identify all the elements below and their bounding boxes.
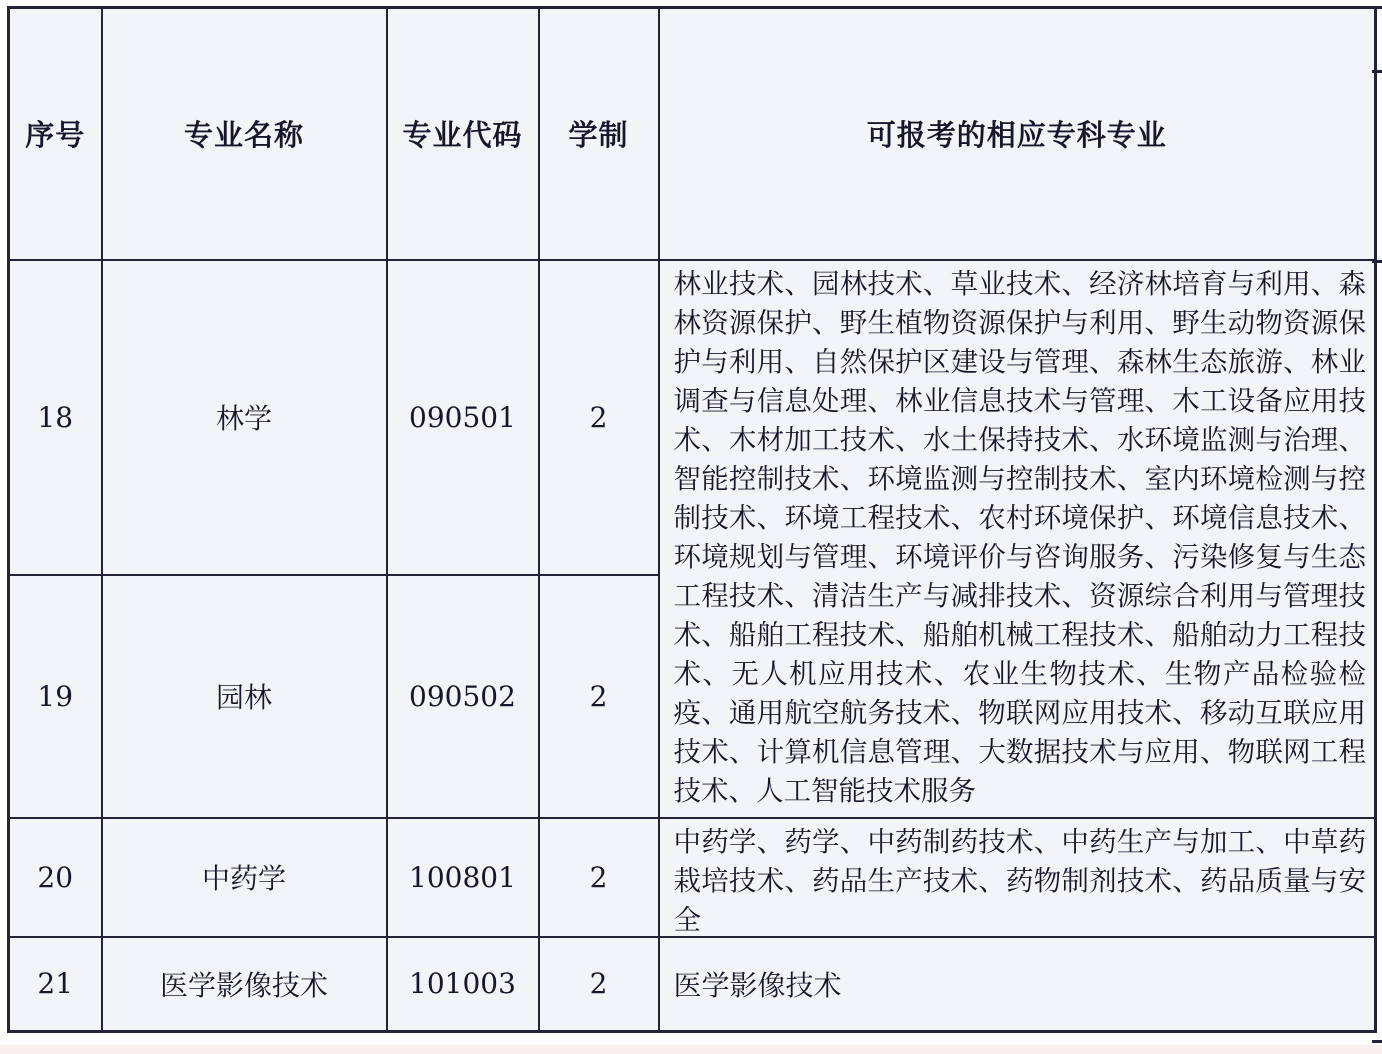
header-major-code: 专业代码 xyxy=(387,8,539,260)
cell-eligible-merged-18-19 xyxy=(659,260,1376,818)
header-eligible-majors: 可报考的相应专科专业 xyxy=(659,8,1376,260)
table-row-21 xyxy=(9,937,1376,1032)
bottom-page-strip xyxy=(0,1045,1382,1054)
cell-major-18: 林学 xyxy=(102,260,387,575)
right-edge-line-fragment xyxy=(1372,70,1382,73)
right-edge-line-fragment xyxy=(1372,1040,1382,1043)
cell-eligible-21 xyxy=(659,937,1376,1032)
table-header-row xyxy=(9,8,1376,260)
cell-major-20: 中药学 xyxy=(102,818,387,937)
majors-table xyxy=(7,6,1377,1033)
table-row-18 xyxy=(9,260,1376,575)
cell-duration-20: 2 xyxy=(539,818,659,937)
cell-major-21: 医学影像技术 xyxy=(102,937,387,1032)
table-row-20 xyxy=(9,818,1376,937)
eligible-majors-text: 林业技术、园林技术、草业技术、经济林培育与利用、森林资源保护、野生植物资源保护与利用、野生动物资源保护与利用、自然保护区建设与管理、森林生态旅游、林业调查与信息处理、林业信息技术与管理、木工设备应用技术、木材加工技术、水土保持技术、水环境监测与治理、智能控制技术、环境监测与控制技术、室内环境检测与控制技术、环境工程技术、农村环境保护、环境信息技术、环境规划与管理、环境评价与咨询服务、污染修复与生态工程技术、清洁生产与减排技术、资源综合利用与管理技术、船舶工程技术、船舶机械工程技术、船舶动力工程技术、无人机应用技术、农业生物技术、生物产品检验检疫、通用航空航务技术、物联网应用技术、移动互联应用技术、计算机信息管理、大数据技术与应用、物联网工程技术、人工智能技术服务 xyxy=(673,267,1366,807)
cell-no-20: 20 xyxy=(9,818,102,937)
cell-duration-21: 2 xyxy=(539,937,659,1032)
right-edge-line-fragment xyxy=(1372,260,1382,263)
eligible-majors-text: 中药学、药学、中药制药技术、中药生产与加工、中草药栽培技术、药品生产技术、药物制剂技术、药品质量与安全 xyxy=(673,825,1366,936)
header-duration: 学制 xyxy=(539,8,659,260)
cell-no-19: 19 xyxy=(9,575,102,818)
cell-eligible-20 xyxy=(659,818,1376,937)
cell-duration-18: 2 xyxy=(539,260,659,575)
eligible-majors-text: 医学影像技术 xyxy=(673,968,842,1002)
cell-major-19: 园林 xyxy=(102,575,387,818)
header-major-name: 专业名称 xyxy=(102,8,387,260)
cell-code-20: 100801 xyxy=(387,818,539,937)
cell-code-18: 090501 xyxy=(387,260,539,575)
cell-no-18: 18 xyxy=(9,260,102,575)
header-no: 序号 xyxy=(9,8,102,260)
cell-code-19: 090502 xyxy=(387,575,539,818)
right-edge-line-fragment xyxy=(1372,6,1382,9)
cell-duration-19: 2 xyxy=(539,575,659,818)
cell-code-21: 101003 xyxy=(387,937,539,1032)
cell-no-21: 21 xyxy=(9,937,102,1032)
